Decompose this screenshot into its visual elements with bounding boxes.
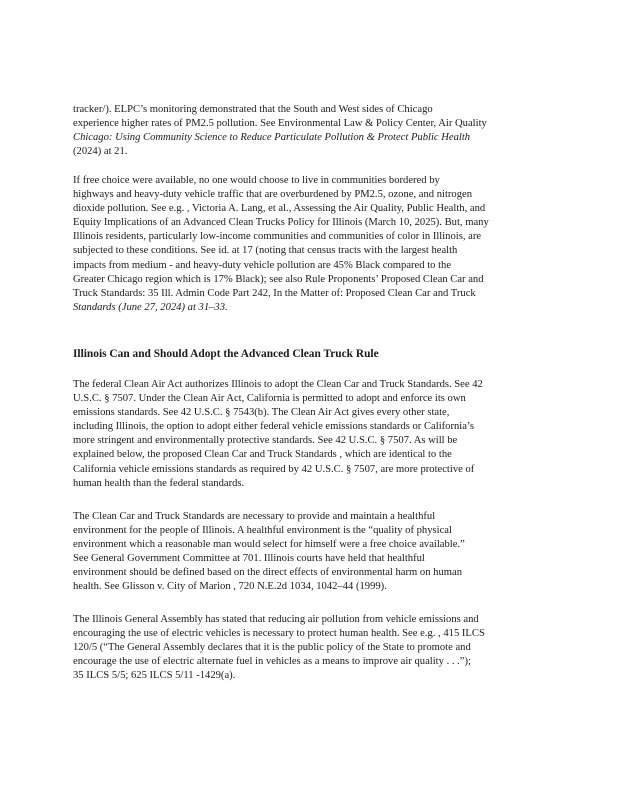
paragraph-general-assembly	[73, 613, 543, 683]
text-line: emissions standards. See 42 U.S.C. § 7543(b). The Clean Air Act gives every other state,	[73, 407, 450, 419]
text-line: environment should be defined based on the direct effects of environmental harm on human	[73, 567, 463, 579]
text-line: environment for the people of Illinois. A healthful environment is the “quality of physical	[73, 525, 452, 537]
text-line: Standards (June 27, 2024) at 31–33.	[73, 301, 228, 313]
text-line: human health than the federal standards.	[73, 477, 245, 489]
text-line: Truck Standards: 35 Ill. Admin Code Part 242, In the Matter of: Proposed Clean Car and Truck	[73, 287, 476, 299]
text-line: (2024) at 21.	[73, 146, 128, 158]
text-line: more stringent and environmentally protective standards. See 42 U.S.C. § 7507. As will be	[73, 435, 458, 447]
paragraph-free-choice	[73, 174, 543, 315]
paragraph-healthful-environment	[73, 510, 543, 595]
text-line: U.S.C. § 7507. Under the Clean Air Act, California is permitted to adopt and enforce its own	[73, 393, 466, 405]
text-line: The Clean Car and Truck Standards are necessary to provide and maintain a healthful	[73, 511, 436, 522]
text-line: including Illinois, the option to adopt either federal vehicle emissions standards or California’s	[73, 421, 474, 433]
text-line: Chicago: Using Community Science to Reduce Particulate Pollution & Protect Public Health	[73, 132, 471, 144]
text-line: Illinois residents, particularly low-income communities and communities of color in Illinois, are	[73, 231, 482, 243]
text-line: If free choice were available, no one would choose to live in communities bordered by	[73, 175, 440, 186]
text-line: experience higher rates of PM2.5 pollution. See Environmental Law & Policy Center, Air Quality	[73, 118, 487, 130]
section-heading: Illinois Can and Should Adopt the Advanced Clean Truck Rule	[73, 348, 379, 360]
text-line: impacts from medium - and heavy-duty vehicle pollution are 45% Black compared to the	[73, 259, 452, 271]
text-line: California vehicle emissions standards as required by 42 U.S.C. § 7507, are more protective of	[73, 463, 475, 475]
text-line: explained below, the proposed Clean Car and Truck Standards , which are identical to the	[73, 449, 452, 461]
text-line: The federal Clean Air Act authorizes Illinois to adopt the Clean Car and Truck Standards. See 42	[73, 379, 483, 390]
text-line: See General Government Committee at 701. Illinois courts have held that healthful	[73, 553, 425, 565]
paragraph-clean-air-act	[73, 378, 543, 491]
text-line: tracker/). ELPC’s monitoring demonstrated that the South and West sides of Chicago	[73, 104, 433, 115]
text-line: subjected to these conditions. See id. at 17 (noting that census tracts with the largest health	[73, 245, 458, 257]
text-line: highways and heavy-duty vehicle traffic that are overburdened by PM2.5, ozone, and nitrogen	[73, 189, 473, 201]
text-line: encouraging the use of electric vehicles is necessary to protect human health. See e.g. , 415 ILCS	[73, 628, 485, 640]
text-line: environment which a reasonable man would select for himself were a free choice available.”	[73, 539, 465, 551]
text-line: encourage the use of electric alternate fuel in vehicles as a means to improve air quality . . .”);	[73, 656, 471, 668]
text-line: dioxide pollution. See e.g. , Victoria A. Lang, et al., Assessing the Air Quality, Public Health, and	[73, 203, 486, 215]
text-line: 120/5 (“The General Assembly declares that it is the public policy of the State to promote and	[73, 642, 471, 654]
text-line: 35 ILCS 5/5; 625 ILCS 5/11 -1429(a).	[73, 670, 236, 682]
text-line: Greater Chicago region which is 17% Black); see also Rule Proponents’ Proposed Clean Car and	[73, 273, 484, 285]
text-line: The Illinois General Assembly has stated that reducing air pollution from vehicle emissions and	[73, 614, 479, 625]
paragraph-elpc-monitoring	[73, 103, 543, 159]
text-line: health. See Glisson v. City of Marion , 720 N.E.2d 1034, 1042–44 (1999).	[73, 581, 387, 593]
text-line: Equity Implications of an Advanced Clean Trucks Policy for Illinois (March 10, 2025). But, many	[73, 217, 489, 229]
